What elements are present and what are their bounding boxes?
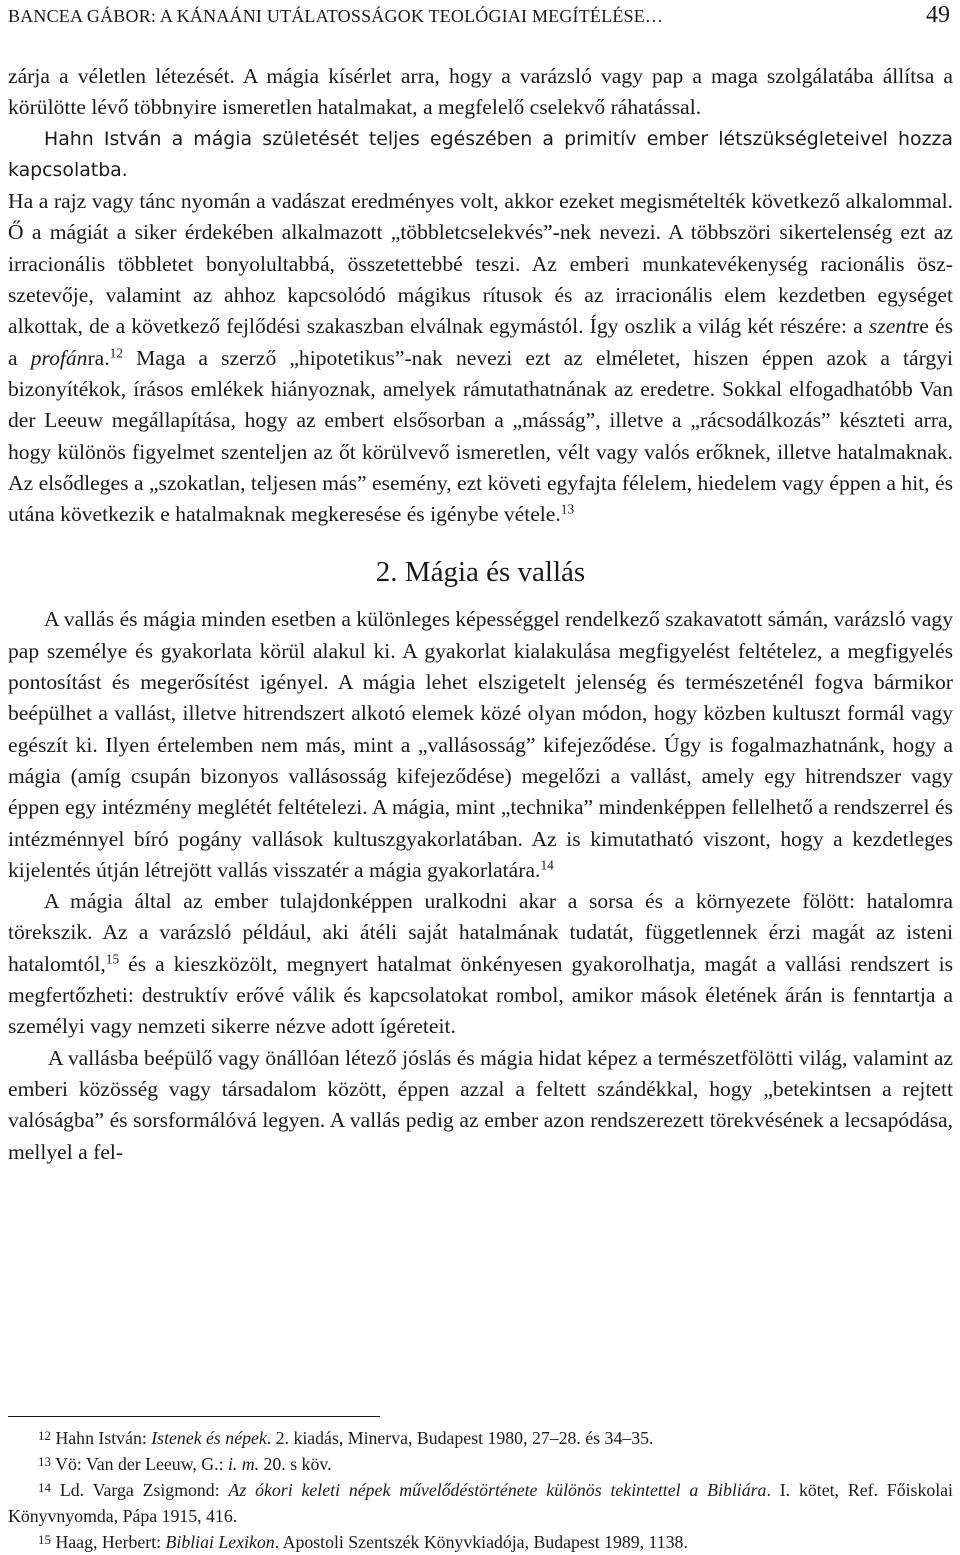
footnote-12: $^{12}$ Hahn István: Istenek és népek. 2. kiadás, Minerva, Budapest 1980, 27–28. és 34–35. [38, 1428, 654, 1448]
italic-term-szent: szent [868, 314, 913, 339]
footnote-ref-15[interactable]: 15 [105, 951, 120, 967]
footnotes [8, 1425, 953, 1555]
paragraph-power: A mágia által az ember tulajdonképpen uralkodni akar a sorsa és a környezete fölött: hatalomra törekszik. Az a varázsló például, aki átéli saját hatalmának tudatát, függetlennek érzi magát az isteni hatalomtól,$^{15}$ és a kieszközölt, megnyert hatalmat önkényesen gyakorolhatja, magát a vallási rendszert is megfertőzheti: destruktív erővé válik és kapcsolatokat rombol, amikor mások életének árán is fenntartja a személyi vagy nemzeti sikerre nézve adott ígéreteit. [8, 889, 953, 1039]
page-number: 49 [926, 2, 950, 28]
italic-term-profan: profán [30, 345, 88, 370]
footnote-separator [8, 1416, 380, 1417]
footnote-13: $^{13}$ Vö: Van der Leeuw, G.: i. m. 20. s köv. [38, 1454, 332, 1474]
running-title: BANCEA GÁBOR: A KÁNAÁNI UTÁLATOSSÁGOK TEOLÓGIAI MEGÍTÉLÉSE… [8, 6, 664, 26]
section-heading: 2. Mágia és vallás [375, 556, 586, 589]
footnote-14: $^{14}$ Ld. Varga Zsigmond: Az ókori keleti népek művelődéstörténete különös tekintettel a Bibliára. I. kötet, Ref. Főiskolai Könyvnyomda, Pápa 1915, 416. [8, 1480, 953, 1526]
footnote-ref-12[interactable]: 12 [109, 345, 124, 361]
paragraph-magic-origin: Ha a rajz vagy tánc nyomán a vadászat eredményes volt, akkor ezeket megismételték következő alkalommal. Ő a mágiát a siker érdekében alkalmazott „többletcselekvés”-nek nevezi. A többszöri sikertelenség ezt az irracionális többletet bonyolultabbá, összetettebbé teszi. Az emberi munkatevékenység racionális öszszetevője, valamint az ahhoz kapcsolódó mágikus rítusok és az irracionális elem kezdetben egységet alkottak, de a következő fejlődési szakaszban elválnak egymástól. Így oszlik a világ két részére: a szentre és a profánra.$^{12}$ Maga a szerző „hipotetikus”-nak nevezi ezt az elméletet, hiszen éppen azok a tárgyi bizonyítékok, írásos emlékek hiányoznak, amelyek rámutathatnának az eredetre. Sokkal elfogadhatóbb Van der Leeuw megállapítása, hogy az embert elsősorban a „másság”, illetve a „rácsodálkozás” készteti arra, hogy különös figyelmet szenteljen az őt körülvevő ismeretlen, vélt vagy valós erőknek, illetve hatalmaknak. Az elsődleges a „szokatlan, teljesen más” esemény, ezt követi egyfajta félelem, hiedelem vagy éppen a hit, és utána következik e hatalmaknak megkeresése és igénybe vétele.$^{13}$ [8, 189, 954, 527]
paragraph-religion-magic: A vallás és mágia minden esetben a különleges képességgel rendelkező szakavatott sámán, varázsló vagy pap személye és gyakorlata körül alakul ki. A gyakorlat kialakulása megfigyelést feltételez, a megfigyelés pontosítást és megerősítést igényel. A mágia lehet elszigetelt jelenség és természeténél fogva bármikor beépülhet a vallást, illetve hitrendszert alkotó elemek közé olyan módon, hogy közben kultuszt formál vagy egészít ki. Ilyen értelemben nem más, mint a „vallásosság” kifejeződése. Úgy is fogalmazhatnánk, hogy a mágia (amíg csupán bizonyos vallásosság kifejeződése) megelőzi a vallást, amely egy hitrendszer vagy éppen egy intézmény meglétét feltételezi. A mágia, mint „technika” mindenképpen fellelhető a rendszerrel és intézménnyel bíró pogány vallások kultuszgyakorlatában. Az is kimutatható viszont, hogy a kezdetleges kijelentés útján létrejött vallás visszatér a mágia gyakorlatára.$^{14}$ [8, 607, 954, 882]
paragraph-continued: zárja a véletlen létezését. A mágia kísérlet arra, hogy a varázsló vagy pap a maga szolgálatába állítsa a körülötte lévő többnyire ismeretlen hatalmakat, a megfelelő cselekvő ráhatással. [8, 64, 953, 120]
body-text [8, 61, 953, 1168]
paragraph-divination: A vallásba beépülő vagy önállóan létező jóslás és mágia hidat képez a természetfölötti világ, valamint az emberi közösség vagy társadalom között, éppen azzal a feltett szándékkal, hogy „betekintsen a rejtett valóságba” és sorsformálóvá legyen. A vallás pedig az ember azon rendszerezett törekvésének a lecsapódása, mellyel a fel- [8, 1045, 953, 1164]
paragraph-hahn: Hahn István a mágia születését teljes egészében a primitív ember létszükségleteivel hozza kapcsolatba. [8, 127, 953, 181]
footnote-15: $^{15}$ Haag, Herbert: Bibliai Lexikon. Apostoli Szentszék Könyvkiadója, Budapest 1989, 1138. [38, 1532, 688, 1552]
footnote-ref-13[interactable]: 13 [560, 501, 575, 517]
page-header [8, 2, 952, 32]
footnote-ref-14[interactable]: 14 [540, 857, 554, 873]
